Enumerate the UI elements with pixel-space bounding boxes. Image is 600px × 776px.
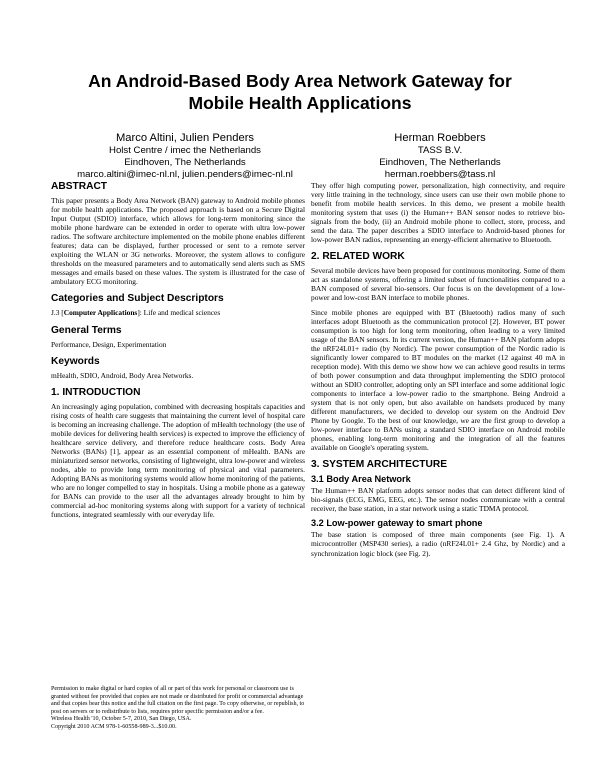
author-block-1 bbox=[75, 132, 295, 182]
category-rest: ]: Life and medical sciences bbox=[137, 308, 221, 318]
paper-title bbox=[40, 70, 560, 114]
category-code: J.3 [ bbox=[51, 308, 64, 318]
author-names: Herman Roebbers bbox=[394, 132, 486, 144]
categories-heading: Categories and Subject Descriptors bbox=[51, 293, 224, 305]
paper-title-line-2: Mobile Health Applications bbox=[188, 93, 412, 113]
subsection-body-area-network: 3.1 Body Area Network bbox=[311, 474, 411, 485]
copyright-line: Copyright 2010 ACM 978-1-60558-989-3...$10.00. bbox=[51, 723, 177, 730]
author-location: Eindhoven, The Netherlands bbox=[379, 157, 501, 169]
left-column bbox=[51, 181, 305, 524]
conference-venue: Wireless Health '10, October 5-7, 2010, San Diego, USA. bbox=[51, 716, 192, 722]
paper-title-line-1: An Android-Based Body Area Network Gateway for bbox=[88, 71, 512, 91]
introduction-text: An increasingly aging population, combined with decreasing hospitals capacities and rising costs of health care suggests that maintaining the current level of hospital care is becoming an increasing challenge. The adoption of mHealth technology (the use of mobile devices for delivering health services) is expected to improve the efficiency of healthcare service delivery, and therefore reduce healthcare costs. Body Area Networks (BANs) [1], appear as an essential component of mHealth. BANs are miniaturized sensor networks, consisting of lightweight, ultra low-power and wireless nodes, able to provide long term monitoring of physical and vital parameters. Adopting BANs as monitoring systems would allow home monitoring of the patients, who are no longer compelled to stay in hospitals. Using a mobile phone as a gateway for BANs can provide to the user all the advantages already brought to him by commercial ad-hoc monitoring systems along with support for a variety of technical functions, integrated seamlessly with our everyday life. bbox=[51, 401, 305, 520]
system-architecture-heading: 3. SYSTEM ARCHITECTURE bbox=[311, 459, 448, 471]
related-work-heading: 2. RELATED WORK bbox=[311, 251, 405, 263]
abstract-heading: ABSTRACT bbox=[51, 181, 108, 192]
introduction-continued: They offer high computing power, personalization, high connectivity, and require very little training in the technology, since users can use their own mobile phone to benefit from mobile health services. In this demo, we present a mobile health monitoring system that uses (i) the Human++ BAN sensor nodes to retrieve bio-signals from the body, (ii) an Android mobile phone to collect, store, process, and send the data. The paper describes a SDIO interface to Android-based phones for low-power BAN radios, representing an energy-efficient alternative to Bluetooth. bbox=[311, 181, 565, 245]
related-work-paragraph-2: Since mobile phones are equipped with BT (Bluetooth) radios many of such interfaces adopt Bluetooth as the communication protocol [2]. However, BT power consumption is too high for long term monitoring, often leading to a very limited usage of the BAN sensors. In its current version, the Human++ BAN platform adopts the nRF24L01+ radio (by Nordic). The power consumption of the Nordic radio is significantly lower compared to BT modules on the market (12 against 40 mA in reception mode). With this demo we show how we can achieve good results in terms of both power consumption and data throughput implementing the SDIO protocol without an SDIO controller, adopting only an SPI interface and some additional logic components to interface a low-power radio to the smartphone. Being Android a system that is not only open, but also available on handsets produced by many different manufacturers, we decided to develop our system on the Android Dev Phone by Google. To the best of our knowledge, we are the first group to develop a low-power interface to BANs using a standard SDIO interface on Android mobile phones, enabling long-term monitoring and the integration of all the features available on Google's operating system. bbox=[311, 307, 565, 453]
author-email: marco.altini@imec-nl.nl, julien.penders@imec-nl.nl bbox=[77, 169, 293, 181]
gateway-text: The base station is composed of three main components (see Fig. 1). A microcontroller (MSP430 series), a radio (nRF24L01+ 2.4 Ghz, by Nordic) and a synchronization logic block (see Fig. 2). bbox=[311, 530, 565, 558]
body-area-network-text: The Human++ BAN platform adopts sensor nodes that can detect different kind of bio-signals (ECG, EMG, EEG, etc.). The sensor nodes communicate with a central receiver, the base station, in a star network using a static TDMA protocol. bbox=[311, 486, 565, 514]
category-name: Computer Applications bbox=[63, 308, 138, 318]
keywords-heading: Keywords bbox=[51, 355, 100, 367]
author-names: Marco Altini, Julien Penders bbox=[115, 132, 255, 144]
permission-text: Permission to make digital or hard copies of all or part of this work for personal or classroom use is granted without fee provided that copies are not made or distributed for profit or commercial advantage and that copies bear this notice and the full citation on the first page. To copy otherwise, or republish, to post on servers or to redistribute to lists, requires prior specific permission and/or a fee. bbox=[51, 686, 305, 715]
general-terms-heading: General Terms bbox=[51, 324, 122, 336]
permission-notice bbox=[51, 686, 305, 731]
categories-text bbox=[51, 308, 305, 317]
author-affiliation: TASS B.V. bbox=[417, 145, 463, 156]
general-terms-text: Performance, Design, Experimentation bbox=[51, 339, 167, 349]
abstract-text: This paper presents a Body Area Network (BAN) gateway to Android mobile phones for mobile health applications. The proposed approach is based on a Secure Digital Input Output (SDIO) interface, which allows for long-term monitoring since the mobile phone hardware can be extended in order to operate with ultra low-power radios. The software architecture implemented on the mobile phone enables different features; data can be displayed, further processed or sent to a remote server exploiting the WLAN or 3G networks. Moreover, the system allows to configure thresholds on the measured parameters and to automatically send alerts such as SMS messages and emails based on these values. The system is illustrated for the case of ambulatory ECG monitoring. bbox=[51, 196, 305, 287]
author-location: Eindhoven, The Netherlands bbox=[124, 157, 246, 169]
introduction-heading: 1. INTRODUCTION bbox=[51, 386, 141, 398]
related-work-paragraph-1: Several mobile devices have been proposed for continuous monitoring. Some of them act as standalone systems, offering a limited subset of functionalities compared to a BAN composed of several bio-sensors. Our focus is on the development of a low-power and low-cost BAN interface to mobile phones. bbox=[311, 266, 565, 303]
subsection-gateway: 3.2 Low-power gateway to smart phone bbox=[311, 518, 483, 529]
author-affiliation: Holst Centre / imec the Netherlands bbox=[109, 145, 261, 156]
author-email: herman.roebbers@tass.nl bbox=[384, 169, 496, 181]
right-column bbox=[311, 181, 565, 563]
author-block-2 bbox=[340, 132, 540, 182]
keywords-text: mHealth, SDIO, Android, Body Area Networks. bbox=[51, 370, 194, 380]
